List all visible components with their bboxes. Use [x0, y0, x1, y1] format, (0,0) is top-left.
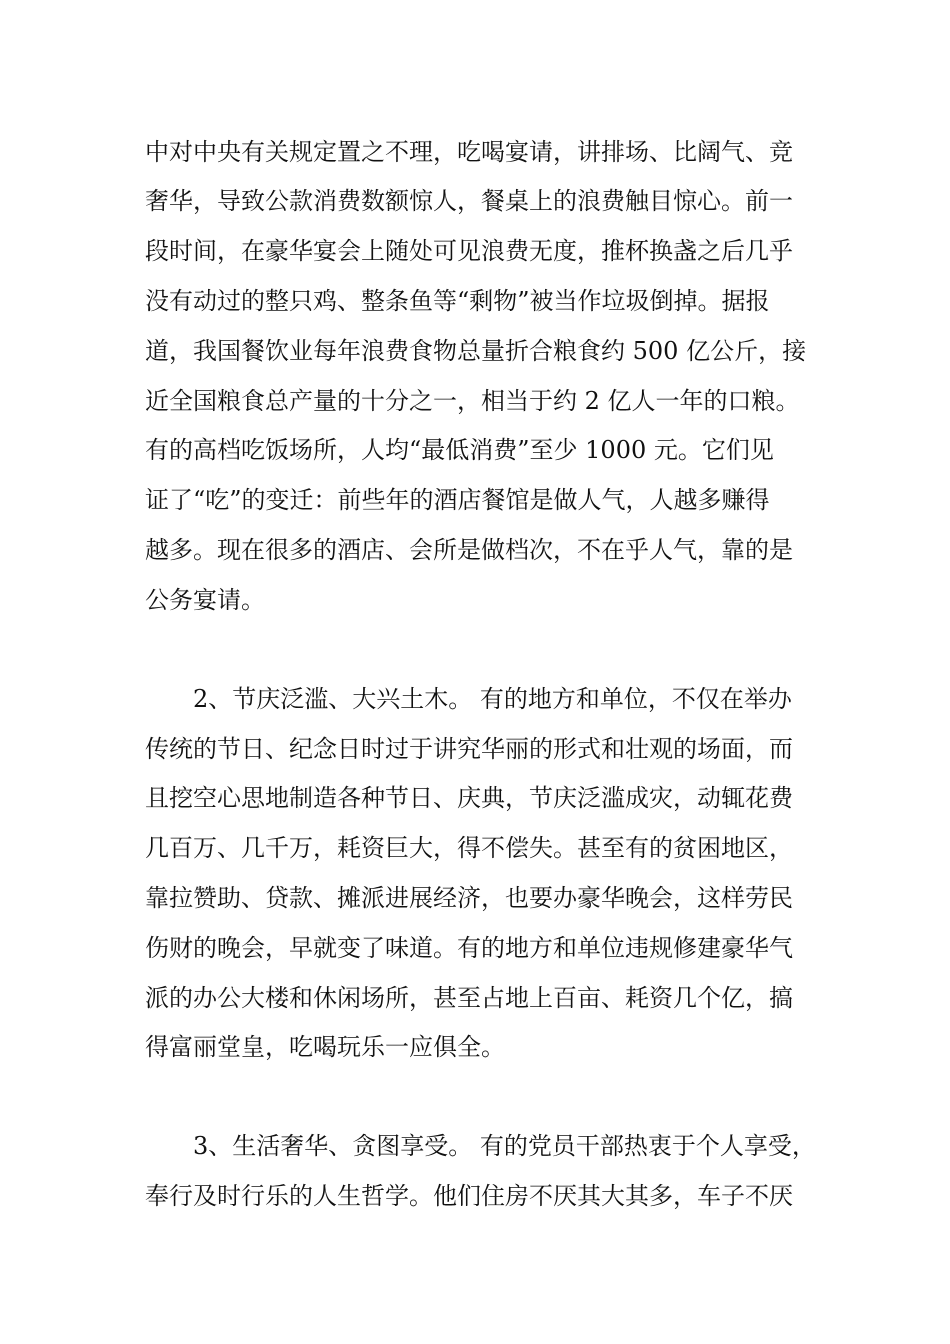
text-line: 奢华，导致公款消费数额惊人，餐桌上的浪费触目惊心。前一: [145, 187, 793, 215]
text-line: 传统的节日、纪念日时过于讲究华丽的形式和壮观的场面，而: [145, 735, 793, 763]
text-line: 有的高档吃饭场所，人均“最低消费”至少 1000 元。它们见: [145, 436, 774, 464]
text-line: 证了“吃”的变迁：前些年的酒店餐馆是做人气，人越多赚得: [145, 486, 770, 514]
text-line: 中对中央有关规定置之不理，吃喝宴请，讲排场、比阔气、竞: [145, 138, 793, 166]
text-line: 3、生活奢华、贪图享受。 有的党员干部热衷于个人享受，: [193, 1132, 816, 1160]
text-line: 靠拉赞助、贷款、摊派进展经济，也要办豪华晚会，这样劳民: [145, 884, 793, 912]
text-line: 得富丽堂皇，吃喝玩乐一应俱全。: [145, 1033, 505, 1061]
text-line: 段时间，在豪华宴会上随处可见浪费无度，推杯换盏之后几乎: [145, 237, 793, 265]
text-line: 几百万、几千万，耗资巨大，得不偿失。甚至有的贫困地区，: [145, 834, 793, 862]
text-line: 公务宴请。: [145, 586, 265, 614]
text-line: 且挖空心思地制造各种节日、庆典，节庆泛滥成灾，动辄花费: [145, 784, 793, 812]
text-line: 伤财的晚会，早就变了味道。有的地方和单位违规修建豪华气: [145, 934, 793, 962]
text-line: 越多。现在很多的酒店、会所是做档次，不在乎人气，靠的是: [145, 536, 793, 564]
text-line: 近全国粮食总产量的十分之一，相当于约 2 亿人一年的口粮。: [145, 387, 800, 415]
text-line: 道，我国餐饮业每年浪费食物总量折合粮食约 500 亿公斤，接: [145, 337, 807, 365]
text-line: 没有动过的整只鸡、整条鱼等“剩物”被当作垃圾倒掉。据报: [145, 287, 770, 315]
text-line: 2、节庆泛滥、大兴土木。 有的地方和单位，不仅在举办: [193, 685, 792, 713]
text-line: 派的办公大楼和休闲场所，甚至占地上百亩、耗资几个亿，搞: [145, 984, 793, 1012]
text-line: 奉行及时行乐的人生哲学。他们住房不厌其大其多，车子不厌: [145, 1182, 793, 1210]
